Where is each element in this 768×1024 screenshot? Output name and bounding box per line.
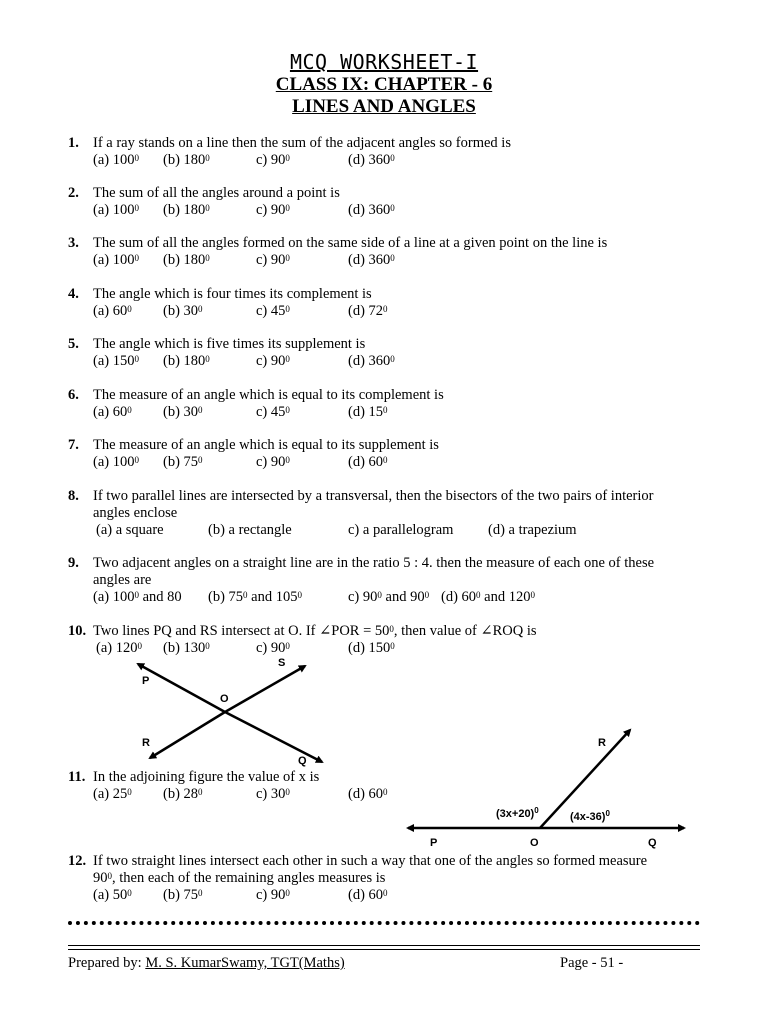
question-text-continued: angles enclose	[93, 505, 178, 521]
angle-label-right: $(4x-36)^0$	[570, 809, 610, 823]
label-p: P	[142, 675, 150, 687]
page-number: Page - 51 -	[560, 955, 624, 971]
option-d: (d) $60^0$	[348, 454, 388, 470]
options-row	[93, 522, 708, 540]
option-c: c) $30^0$	[256, 786, 290, 802]
option-a: (a) $100^0$ and 80	[93, 589, 182, 605]
option-c: c) $90^0$	[256, 887, 290, 903]
question-number: 12.	[68, 853, 87, 869]
option-b: (b) $75^0$	[163, 887, 203, 903]
label-r: R	[142, 737, 150, 749]
question-12	[68, 853, 708, 905]
ray-os	[225, 666, 305, 712]
question-text: The angle which is five times its supplement is	[93, 336, 366, 352]
label-o: O	[220, 693, 229, 705]
question-text: If two straight lines intersect each other in such a way that one of the angles so formed measure	[93, 853, 648, 869]
question-number: 7.	[68, 437, 79, 453]
option-b: (b) $75^0$ and $105^0$	[208, 589, 302, 605]
option-d: (d) $360^0$	[348, 202, 395, 218]
option-c: c) $90^0$	[256, 252, 290, 268]
option-c: c) $90^0$ and $90^0$	[348, 589, 430, 605]
chapter-name-heading: LINES AND ANGLES	[292, 96, 476, 117]
question-text: The angle which is four times its complement is	[93, 286, 372, 302]
question-number: 11.	[68, 769, 86, 785]
question-number: 5.	[68, 336, 79, 352]
question-8	[68, 488, 708, 540]
question-text: The sum of all the angles formed on the same side of a line at a given point on the line is	[93, 235, 608, 251]
question-number: 6.	[68, 387, 79, 403]
option-b: (b) $75^0$	[163, 454, 203, 470]
question-4	[68, 286, 708, 321]
question-text: Two adjacent angles on a straight line are in the ratio 5 : 4. then the measure of each one of these	[93, 555, 655, 571]
option-d: (d) $360^0$	[348, 152, 395, 168]
option-b: (b) $180^0$	[163, 252, 210, 268]
linear-pair-figure	[400, 724, 692, 850]
angle-label-left: $(3x+20)^0$	[496, 806, 539, 820]
option-a: (a) $100^0$	[93, 454, 139, 470]
question-text-continued: $90^0$, then each of the remaining angles measures is	[93, 870, 386, 886]
footer-credit	[68, 955, 345, 972]
question-9	[68, 555, 708, 607]
label-q: Q	[298, 755, 307, 767]
ray-or	[150, 712, 225, 758]
question-6	[68, 387, 708, 422]
ray-op	[138, 664, 225, 712]
option-a: (a) $25^0$	[93, 786, 132, 802]
option-a: (a) $120^0$	[96, 640, 142, 656]
question-text-continued: angles are	[93, 572, 152, 588]
option-c: c) $90^0$	[256, 152, 290, 168]
option-b: (b) $180^0$	[163, 353, 210, 369]
option-b: (b) $30^0$	[163, 404, 203, 420]
dotted-divider	[68, 921, 700, 925]
options-row	[93, 887, 708, 905]
option-b: (b) a rectangle	[208, 522, 292, 538]
option-d: (d) $360^0$	[348, 353, 395, 369]
label-q: Q	[648, 837, 657, 849]
footer-rule	[68, 945, 700, 946]
option-c: c) a parallelogram	[348, 522, 454, 538]
question-2	[68, 185, 708, 220]
class-chapter-heading: CLASS IX: CHAPTER - 6	[275, 74, 493, 95]
prepared-by-label: Prepared by:	[68, 955, 142, 971]
options-row	[93, 202, 708, 220]
question-11	[68, 769, 388, 804]
option-d: (d) $150^0$	[348, 640, 395, 656]
options-row	[93, 152, 708, 170]
option-c: c) $90^0$	[256, 202, 290, 218]
question-number: 9.	[68, 555, 79, 571]
question-number: 8.	[68, 488, 79, 504]
option-a: (a) $60^0$	[93, 404, 132, 420]
question-number: 1.	[68, 135, 79, 151]
option-a: (a) $60^0$	[93, 303, 132, 319]
option-d: (d) $60^0$	[348, 887, 388, 903]
question-text: The measure of an angle which is equal to its supplement is	[93, 437, 439, 453]
option-d: (d) $60^0$	[348, 786, 388, 802]
author-name: M. S. KumarSwamy, TGT(Maths)	[145, 955, 345, 971]
option-a: (a) $50^0$	[93, 887, 132, 903]
question-text: In the adjoining figure the value of x is	[93, 769, 320, 785]
question-text: The sum of all the angles around a point is	[93, 185, 340, 201]
question-1	[68, 135, 708, 170]
option-d: (d) $360^0$	[348, 252, 395, 268]
label-s: S	[278, 657, 286, 669]
question-number: 4.	[68, 286, 79, 302]
option-a: (a) $150^0$	[93, 353, 139, 369]
option-c: c) $90^0$	[256, 640, 290, 656]
question-number: 2.	[68, 185, 79, 201]
ray-oq	[225, 712, 322, 762]
footer-rule	[68, 949, 700, 950]
option-b: (b) $180^0$	[163, 152, 210, 168]
options-row	[93, 454, 708, 472]
question-text: If a ray stands on a line then the sum of the adjacent angles so formed is	[93, 135, 511, 151]
label-p: P	[430, 837, 438, 849]
option-a: (a) $100^0$	[93, 202, 139, 218]
option-b: (b) $30^0$	[163, 303, 203, 319]
option-a: (a) $100^0$	[93, 152, 139, 168]
options-row	[93, 404, 708, 422]
options-row	[93, 303, 708, 321]
option-a: (a) a square	[96, 522, 164, 538]
option-a: (a) $100^0$	[93, 252, 139, 268]
option-d: (d) $15^0$	[348, 404, 388, 420]
option-b: (b) $130^0$	[163, 640, 210, 656]
option-b: (b) $180^0$	[163, 202, 210, 218]
intersecting-lines-figure	[120, 652, 340, 770]
options-row	[93, 589, 708, 607]
option-b: (b) $28^0$	[163, 786, 203, 802]
question-3	[68, 235, 708, 270]
options-row	[93, 786, 388, 804]
option-c: c) $45^0$	[256, 404, 290, 420]
option-c: c) $90^0$	[256, 353, 290, 369]
label-r: R	[598, 737, 606, 749]
options-row	[93, 252, 708, 270]
question-7	[68, 437, 708, 472]
question-text: If two parallel lines are intersected by a transversal, then the bisectors of the two pairs of interior	[93, 488, 654, 504]
options-row	[93, 353, 708, 371]
option-d: (d) $60^0$ and $120^0$	[441, 589, 535, 605]
option-d: (d) a trapezium	[488, 522, 577, 538]
worksheet-title: MCQ WORKSHEET-I	[289, 50, 479, 74]
question-number: 10.	[68, 623, 87, 639]
question-5	[68, 336, 708, 371]
option-c: c) $90^0$	[256, 454, 290, 470]
label-o: O	[530, 837, 539, 849]
question-text: The measure of an angle which is equal to its complement is	[93, 387, 444, 403]
question-number: 3.	[68, 235, 79, 251]
question-text: Two lines PQ and RS intersect at O. If ∠POR = $50^0$, then value of ∠ROQ is	[93, 623, 537, 639]
option-c: c) $45^0$	[256, 303, 290, 319]
option-d: (d) $72^0$	[348, 303, 388, 319]
